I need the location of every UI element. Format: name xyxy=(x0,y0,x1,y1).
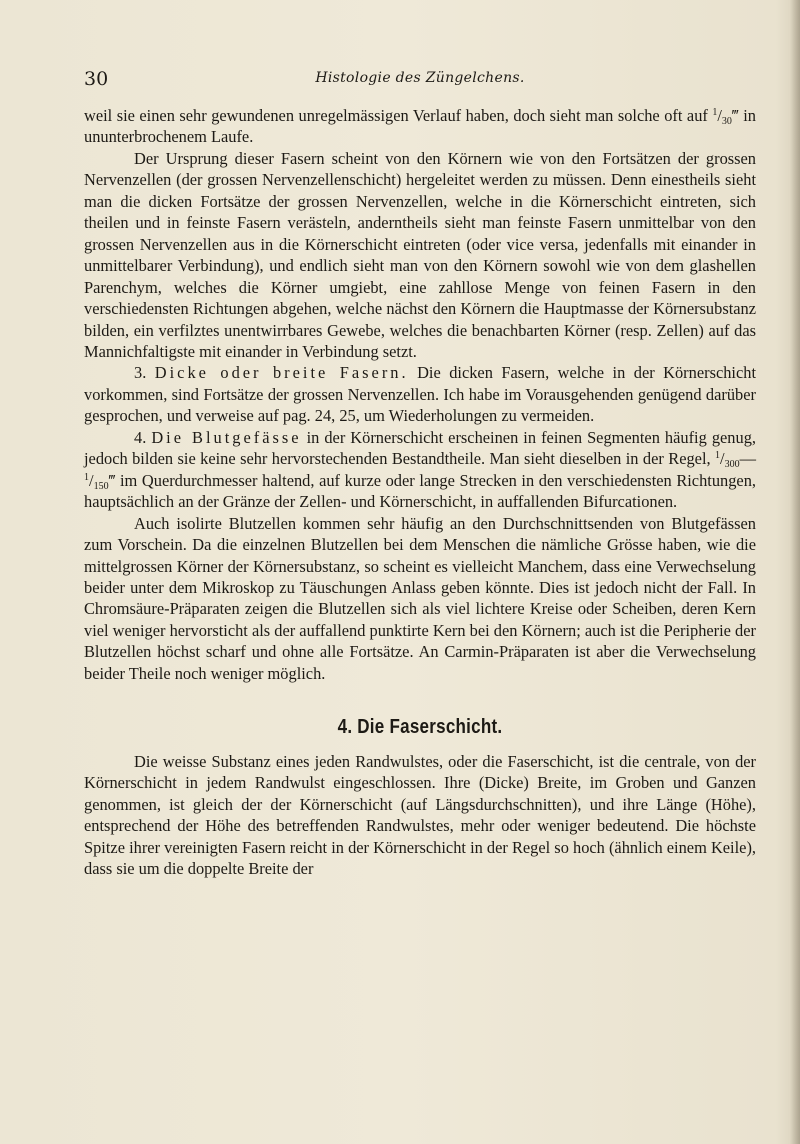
page-edge-shadow xyxy=(790,0,800,1144)
section-heading: 4. Die Faserschicht. xyxy=(337,716,503,739)
page-body xyxy=(84,105,756,879)
running-title: Histologie des Züngelchens. xyxy=(315,70,525,86)
page-header xyxy=(84,68,756,94)
paragraph-fibre-layer: Die weisse Substanz eines jeden Randwulstes, oder die Faserschicht, ist die centrale, von der Körnerschicht in jedem Randwulst eingeschlossen. Ihre (Dicke) Breite, im Groben und Ganzen genommen, ist gleich der der Körnerschicht (auf Längsdurchschnitten), und ihre Länge (Höhe), entsprechend der Höhe des betreffenden Randwulstes, mehr oder weniger bedeutend. Die höchste Spitze ihrer vereinigten Fasern reicht in der Körnerschicht in der Regel so hoch (ähnlich einem Keile), dass sie um die doppelte Breite der xyxy=(84,751,756,878)
item-3-thick-fibres: 3. Dicke oder breite Fasern. Die dicken Fasern, welche in der Körnerschicht vorkommen, sind Fortsätze der grossen Nervenzellen. Ich habe im Vorausgehenden genügend darüber gesprochen, und verweise auf pag. 24, 25, um Wiederholungen zu vermeiden. xyxy=(84,363,756,426)
paragraph-continuation: weil sie einen sehr gewundenen unregelmässigen Verlauf haben, doch sieht man solche oft auf $^1/_{30}‴$ in ununterbrochenem Laufe. xyxy=(84,106,756,147)
item-3-title: Dicke oder breite Fasern. xyxy=(154,363,409,383)
page-number: 30 xyxy=(84,68,109,90)
paragraph-blood-cells: Auch isolirte Blutzellen kommen sehr häufig an den Durchschnittsenden von Blutgefässen zum Vorschein. Da die einzelnen Blutzellen bei dem Menschen die nämliche Grösse haben, wie die mittelgrossen Körner der Körnersubstanz, so scheint es vielleicht Manchem, dass eine Verwechselung beider unter dem Mikroskop zu Täuschungen Anlass geben könnte. Dies ist jedoch nicht der Fall. In Chromsäure-Präparaten zeigen die Blutzellen sich als viel lichtere Kreise oder Scheiben, deren Kern viel weniger hervorsticht als der auffallend punktirte Kern bei den Körnern; auch ist die Peripherie der Blutzellen höchst scharf und ohne alle Fortsätze. An Carmin-Präparaten ist aber die Verwechselung beider Theile noch weniger möglich. xyxy=(84,513,756,683)
paragraph-origin-of-fibres: Der Ursprung dieser Fasern scheint von den Körnern wie von den Fortsätzen der grossen Nervenzellen (der grossen Nervenzellenschicht) hergeleitet werden zu müssen. Denn einestheils sieht man die dicken Fortsätze der grossen Nervenzellen, welche in die Körnerschicht eintreten, sich theilen und in feinste Fasern verästeln, anderntheils sieht man feinste Fasern unmittelbar von den grossen Nervenzellen aus in die Körnerschicht eintreten (oder vice versa, jedenfalls mit einander in unmittelbarer Verbindung), und endlich sieht man von den Körnern sowohl wie von dem glashellen Parenchym, welches die Körner umgiebt, eine zahllose Menge von feinen Fasern in den verschiedensten Richtungen abgehen, welche nächst den Körnern die Hauptmasse der Körnersubstanz bilden, ein verfilztes unentwirrbares Gewebe, welches die benachbarten Körner (resp. Zellen) auf das Mannichfaltigste mit einander in Verbindung setzt. xyxy=(84,148,756,361)
item-4-title: Die Blutgefässe xyxy=(151,427,302,447)
item-4-blood-vessels: 4. Die Blutgefässe in der Körnerschicht erscheinen in feinen Segmenten häufig genug, jedoch bilden sie keine sehr hervorstechenden Bestandtheile. Man sieht dieselben in der Regel, $^1/_{300}—^1/_{150}‴$ im Querdurchmesser haltend, auf kurze oder lange Strecken in den verschiedensten Richtungen, hauptsächlich an der Gränze der Zellen- und Körnerschicht, in auffallenden Bifurcationen. xyxy=(84,427,756,512)
